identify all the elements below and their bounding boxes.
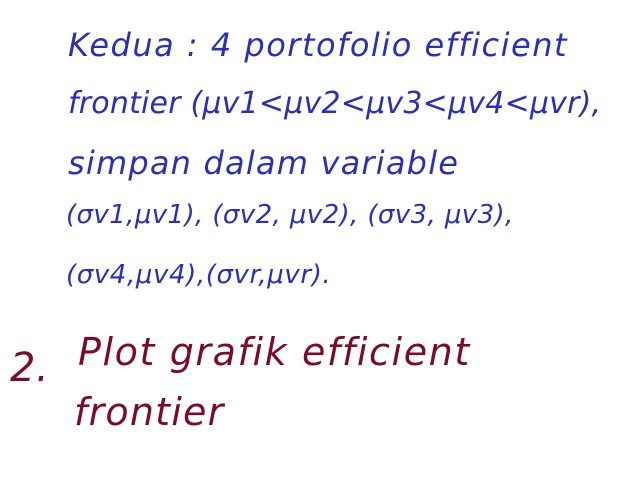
step-line-2: frontier	[74, 390, 225, 434]
step-line-1: Plot grafik efficient	[78, 330, 471, 374]
note-line-2: frontier (μv1<μv2<μv3<μv4<μvr),	[68, 86, 602, 121]
step-number: 2.	[10, 345, 50, 391]
note-line-1: Kedua : 4 portofolio efficient	[68, 26, 569, 64]
note-line-5: (σv4,μv4),(σvr,μvr).	[66, 260, 332, 290]
note-line-4: (σv1,μv1), (σv2, μv2), (σv3, μv3),	[66, 200, 514, 230]
note-line-3: simpan dalam variable	[68, 144, 460, 182]
